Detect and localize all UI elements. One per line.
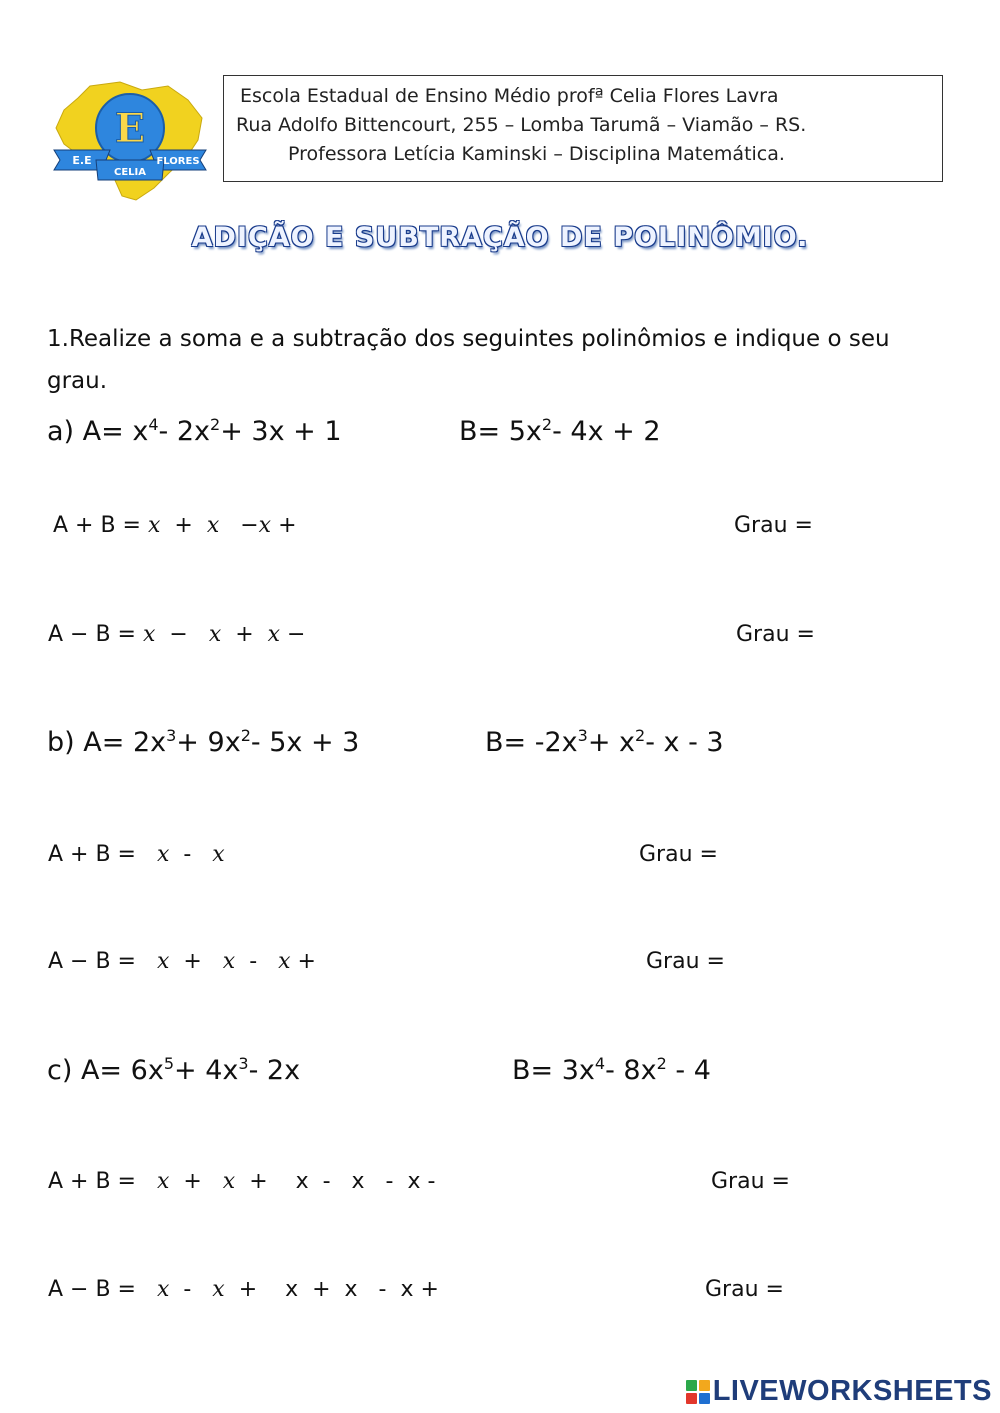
exponent: 3: [577, 726, 588, 745]
school-name: Escola Estadual de Ensino Médio profª Celia Flores Lavra: [240, 85, 779, 107]
page-title: ADIÇÃO E SUBTRAÇÃO DE POLINÔMIO.: [191, 222, 809, 253]
operator: +: [174, 1055, 206, 1086]
exponent: 2: [210, 415, 221, 434]
polynomial-term: 5x: [508, 416, 542, 447]
polynomial-term: 8x: [623, 1055, 657, 1086]
instruction-text: 1.Realize a soma e a subtração dos seguintes polinômios e indique o seu grau.: [47, 326, 890, 394]
answer-text: A − B =: [48, 1277, 157, 1302]
answer-text: −: [219, 513, 259, 538]
exercise-a-polynomial-b: [459, 415, 661, 447]
polynomial-term: x - 3: [663, 727, 724, 758]
exercise-c-polynomial-a: [47, 1054, 300, 1086]
answer-text: A + B =: [48, 1169, 157, 1194]
polynomial-term: x: [619, 727, 636, 758]
school-header-box: [223, 75, 943, 182]
exercise-b-polynomial-b: [485, 726, 724, 758]
exercise-a-sum-line: [53, 513, 297, 538]
operator: -: [250, 727, 270, 758]
answer-text: +: [221, 622, 268, 647]
exercise-c-diff-line: [48, 1277, 439, 1302]
teacher-discipline: Professora Letícia Kaminski – Disciplina Matemática.: [288, 143, 785, 165]
answer-text: +: [160, 513, 207, 538]
exercise-c-sum-line: [48, 1169, 435, 1194]
exercise-a-diff-line: [48, 622, 306, 647]
polynomial-label: a) A=: [47, 416, 133, 447]
operator: -: [552, 416, 571, 447]
math-variable: x: [147, 513, 161, 538]
math-variable: x: [208, 622, 222, 647]
polynomial-term: 3x: [561, 1055, 595, 1086]
polynomial-term: 3x + 1: [251, 416, 342, 447]
polynomial-label: b) A=: [47, 727, 133, 758]
answer-text: A − B =: [48, 949, 157, 974]
answer-text: -: [169, 1277, 213, 1302]
operator: +: [176, 727, 208, 758]
operator: +: [587, 727, 620, 758]
polynomial-term: 2x: [176, 416, 211, 447]
math-variable: x: [222, 949, 236, 974]
liveworksheets-brand: [685, 1375, 992, 1408]
exercise-c-polynomial-b: [512, 1054, 711, 1086]
exercise-b-sum-grau: Grau =: [639, 842, 718, 867]
answer-text: + x - x - x -: [235, 1169, 436, 1194]
polynomial-term: 4x: [205, 1055, 239, 1086]
polynomial-label: B=: [512, 1055, 562, 1086]
exponent: 3: [238, 1054, 249, 1073]
exercise-b-diff-line: [48, 949, 316, 974]
answer-text: +: [271, 513, 297, 538]
math-variable: x: [212, 842, 225, 867]
polynomial-label: B=: [459, 416, 509, 447]
polynomial-term: x: [132, 416, 149, 447]
exponent: 5: [163, 1054, 174, 1073]
operator: -: [248, 1055, 267, 1086]
liveworksheets-text: LIVEWORKSHEETS: [712, 1375, 992, 1407]
operator: -: [158, 416, 177, 447]
exponent: 2: [541, 415, 553, 434]
school-address: Rua Adolfo Bittencourt, 255 – Lomba Tarumã – Viamão – RS.: [236, 114, 807, 136]
math-variable: x: [206, 513, 220, 538]
exercise-b-polynomial-a: [47, 726, 359, 758]
exercise-b-sum-line: [48, 842, 225, 867]
answer-text: −: [280, 622, 306, 647]
answer-text: +: [290, 949, 316, 974]
math-variable: x: [267, 622, 281, 647]
polynomial-label: c) A=: [47, 1055, 131, 1086]
exponent: 2: [635, 726, 646, 745]
math-variable: x: [156, 842, 170, 867]
svg-text:CELIA: CELIA: [113, 167, 147, 178]
exponent: 2: [656, 1054, 667, 1073]
polynomial-term: 9x: [207, 727, 241, 758]
answer-text: +: [169, 1169, 223, 1194]
math-variable: x: [156, 1277, 170, 1302]
operator: -: [645, 727, 664, 758]
exponent: 4: [148, 415, 159, 434]
math-variable: x: [278, 949, 291, 974]
polynomial-term: 6x: [130, 1055, 164, 1086]
svg-text:E: E: [114, 105, 146, 152]
exercise-a-polynomial-a: [47, 415, 342, 447]
exercise-c-sum-grau: Grau =: [711, 1169, 790, 1194]
answer-text: A + B =: [48, 842, 157, 867]
answer-text: A − B =: [48, 622, 143, 647]
answer-text: -: [169, 842, 213, 867]
exercise-a-sum-grau: Grau =: [734, 513, 813, 538]
answer-text: -: [235, 949, 279, 974]
liveworksheets-logo-icon: [685, 1379, 711, 1405]
school-logo: [50, 78, 210, 204]
answer-text: −: [155, 622, 209, 647]
exercise-b-diff-grau: Grau =: [646, 949, 725, 974]
answer-text: + x + x - x +: [224, 1277, 439, 1302]
svg-text:FLORES: FLORES: [156, 156, 200, 167]
operator: -: [605, 1055, 624, 1086]
math-variable: x: [142, 622, 156, 647]
answer-text: A + B =: [53, 513, 148, 538]
exercise-c-diff-grau: Grau =: [705, 1277, 784, 1302]
polynomial-term: 2x: [266, 1055, 301, 1086]
exponent: 3: [166, 726, 177, 745]
math-variable: x: [156, 949, 170, 974]
exercise-a-diff-grau: Grau =: [736, 622, 815, 647]
math-variable: x: [212, 1277, 225, 1302]
polynomial-term: 4x + 2: [570, 416, 661, 447]
answer-text: +: [169, 949, 223, 974]
svg-text:E.E: E.E: [72, 154, 92, 167]
exponent: 2: [240, 726, 251, 745]
polynomial-term: 2x: [132, 727, 167, 758]
exponent: 4: [594, 1054, 606, 1073]
math-variable: x: [222, 1169, 236, 1194]
operator: - 4: [666, 1055, 711, 1086]
math-variable: x: [156, 1169, 170, 1194]
polynomial-label: B=: [485, 727, 535, 758]
polynomial-term: 5x + 3: [269, 727, 360, 758]
math-variable: x: [258, 513, 272, 538]
operator: +: [220, 416, 252, 447]
polynomial-term: -2x: [534, 727, 578, 758]
